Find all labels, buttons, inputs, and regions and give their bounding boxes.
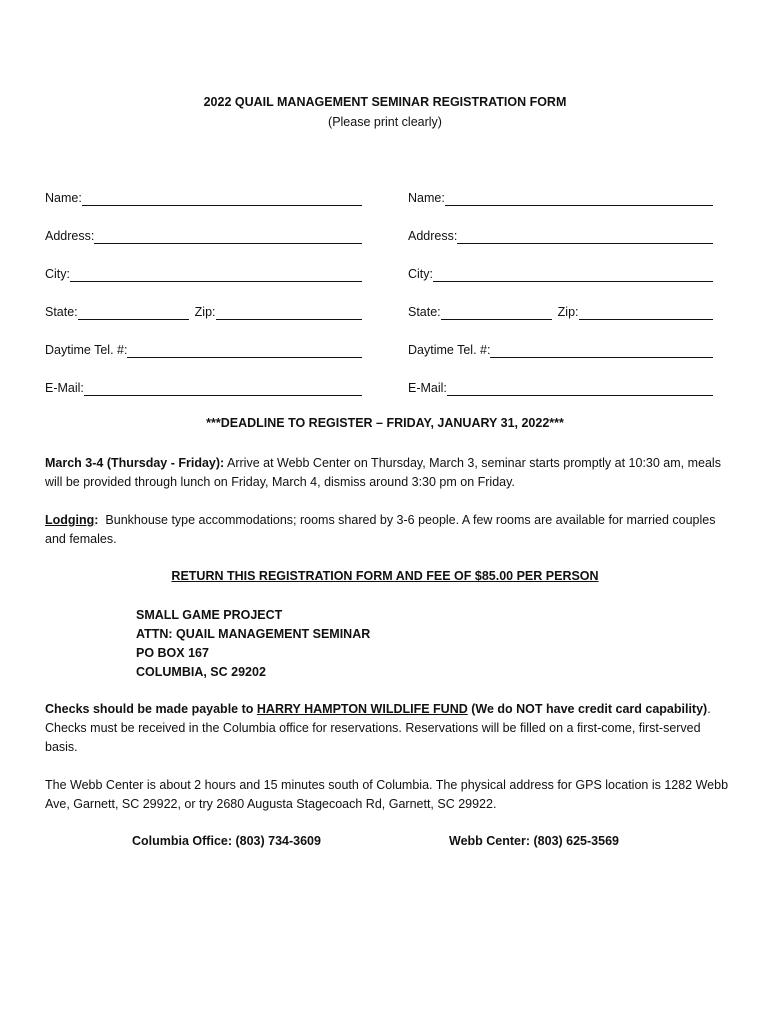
schedule-paragraph xyxy=(45,454,735,492)
left-city-line xyxy=(70,267,362,282)
lodging-paragraph: Lodging: Bunkhouse type accommodations; rooms shared by 3-6 people. A few rooms are available for married couples and females. xyxy=(45,513,716,546)
right-email-line xyxy=(447,381,713,396)
schedule-text: Arrive at Webb Center on Thursday, March 3, seminar starts promptly at 10:30 am, meals will be provided through lunch on Friday, March 4, dismiss around 3:30 pm on Friday. xyxy=(45,456,721,489)
left-state-line xyxy=(78,305,189,320)
right-state-line xyxy=(441,305,552,320)
left-address-row xyxy=(45,226,362,244)
right-name-field[interactable] xyxy=(445,191,713,205)
left-address-field[interactable] xyxy=(94,229,362,243)
left-city-field[interactable] xyxy=(70,267,362,281)
left-name-line xyxy=(82,191,362,206)
lodging-heading: Lodging xyxy=(45,513,95,527)
payment-credit-note: (We do NOT have credit card capability) xyxy=(471,702,708,716)
right-city-row xyxy=(408,264,713,282)
right-city-label: City: xyxy=(408,267,433,281)
right-state-field[interactable] xyxy=(441,305,552,319)
right-zip-field[interactable] xyxy=(579,305,713,319)
right-city-line xyxy=(433,267,713,282)
return-notice: RETURN THIS REGISTRATION FORM AND FEE OF $85.00 PER PERSON xyxy=(171,569,599,583)
left-email-line xyxy=(84,381,362,396)
right-email-field[interactable] xyxy=(447,381,713,395)
right-name-row xyxy=(408,188,713,206)
columbia-office-phone: Columbia Office: (803) 734-3609 xyxy=(132,834,321,848)
right-name-line xyxy=(445,191,713,206)
right-name-label: Name: xyxy=(408,191,445,205)
left-city-label: City: xyxy=(45,267,70,281)
deadline-notice: ***DEADLINE TO REGISTER – FRIDAY, JANUARY 31, 2022*** xyxy=(206,416,564,430)
left-state-zip-row xyxy=(45,302,362,320)
right-phone-row xyxy=(408,340,713,358)
left-name-label: Name: xyxy=(45,191,82,205)
left-email-row xyxy=(45,378,362,396)
left-phone-label: Daytime Tel. #: xyxy=(45,343,128,357)
left-phone-line xyxy=(127,343,362,358)
right-state-zip-row xyxy=(408,302,713,320)
left-zip-label: Zip: xyxy=(194,305,216,319)
address-line-4: COLUMBIA, SC 29202 xyxy=(136,665,266,679)
mailing-address xyxy=(136,606,370,682)
right-zip-label: Zip: xyxy=(557,305,579,319)
left-state-label: State: xyxy=(45,305,78,319)
right-phone-line xyxy=(490,343,713,358)
left-name-field[interactable] xyxy=(82,191,362,205)
location-paragraph: The Webb Center is about 2 hours and 15 minutes south of Columbia. The physical address for GPS location is 1282 Webb Ave, Garnett, SC 29922, or try 2680 Augusta Stagecoach Rd, Garnett, SC 29922. xyxy=(45,778,729,811)
left-address-label: Address: xyxy=(45,229,95,243)
form-title: 2022 QUAIL MANAGEMENT SEMINAR REGISTRATION FORM xyxy=(203,95,567,109)
right-email-row xyxy=(408,378,713,396)
right-city-field[interactable] xyxy=(433,267,713,281)
left-zip-field[interactable] xyxy=(216,305,362,319)
payee-name: HARRY HAMPTON WILDLIFE FUND xyxy=(256,702,468,716)
right-address-field[interactable] xyxy=(457,229,713,243)
webb-center-phone: Webb Center: (803) 625-3569 xyxy=(449,834,619,848)
left-phone-field[interactable] xyxy=(127,343,362,357)
left-zip-line xyxy=(216,305,362,320)
left-phone-row xyxy=(45,340,362,358)
left-name-row xyxy=(45,188,362,206)
payment-text: . Checks must be received in the Columbia office for reservations. Reservations will be filled on a first-come, first-served basis. xyxy=(45,702,711,754)
right-state-label: State: xyxy=(408,305,441,319)
right-address-line xyxy=(457,229,713,244)
left-email-field[interactable] xyxy=(84,381,362,395)
right-address-label: Address: xyxy=(408,229,458,243)
right-phone-label: Daytime Tel. #: xyxy=(408,343,491,357)
address-line-3: PO BOX 167 xyxy=(136,646,209,660)
left-address-line xyxy=(94,229,362,244)
right-address-row xyxy=(408,226,713,244)
payment-prefix: Checks should be made payable to xyxy=(45,702,254,716)
left-state-field[interactable] xyxy=(78,305,189,319)
address-line-2: ATTN: QUAIL MANAGEMENT SEMINAR xyxy=(136,627,371,641)
schedule-heading: March 3-4 (Thursday - Friday): xyxy=(45,456,225,470)
right-phone-field[interactable] xyxy=(490,343,713,357)
left-email-label: E-Mail: xyxy=(45,381,84,395)
payment-paragraph xyxy=(45,700,735,757)
right-zip-line xyxy=(579,305,713,320)
left-city-row xyxy=(45,264,362,282)
address-line-1: SMALL GAME PROJECT xyxy=(136,608,283,622)
form-subtitle: (Please print clearly) xyxy=(328,115,442,129)
right-email-label: E-Mail: xyxy=(408,381,447,395)
lodging-text: Bunkhouse type accommodations; rooms shared by 3-6 people. A few rooms are available for married couples and females. xyxy=(45,513,716,546)
